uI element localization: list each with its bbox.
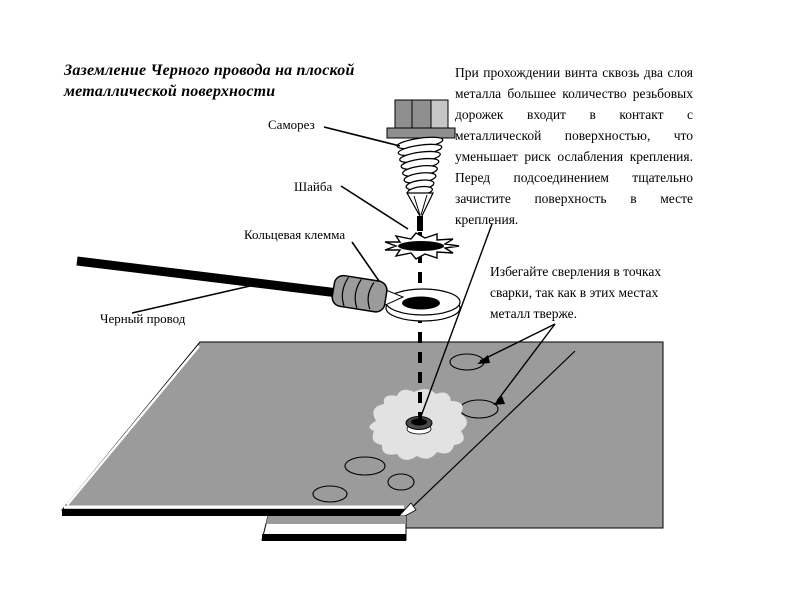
label-screw: Саморез	[268, 117, 315, 132]
crimp-connector-graphic	[331, 274, 388, 313]
label-ring-terminal: Кольцевая клемма	[244, 227, 346, 242]
ring-terminal-graphic	[386, 289, 460, 321]
drill-hole	[406, 417, 432, 435]
label-washer: Шайба	[294, 179, 333, 194]
leader-washer-label	[341, 186, 408, 229]
plate-bottom-edge	[62, 509, 406, 516]
warning-paragraph: Избегайте сверления в точках сварки, так как в этих местах металл тверже.	[490, 264, 662, 321]
plate-edge-hem	[262, 516, 406, 541]
metal-plate-graphic	[62, 342, 663, 528]
leader-wire-label	[132, 286, 250, 313]
screw-graphic	[387, 100, 455, 231]
instruction-paragraph: При прохождении винта сквозь два слоя металла большее количество резьбовых дорожек входит в контакт с металлической поверхностью, что уменьшает риск ослабления крепления. Перед подсоединением тщательно зачистите поверхность в месте крепления.	[455, 65, 693, 227]
leader-ring-label	[352, 242, 379, 281]
label-black-wire: Черный провод	[100, 311, 186, 326]
black-wire-graphic	[77, 261, 338, 293]
star-washer-graphic	[385, 233, 459, 259]
screw-thread	[397, 135, 444, 197]
page-title: Заземление Черного провода на плоской металлической поверхности	[64, 62, 355, 100]
